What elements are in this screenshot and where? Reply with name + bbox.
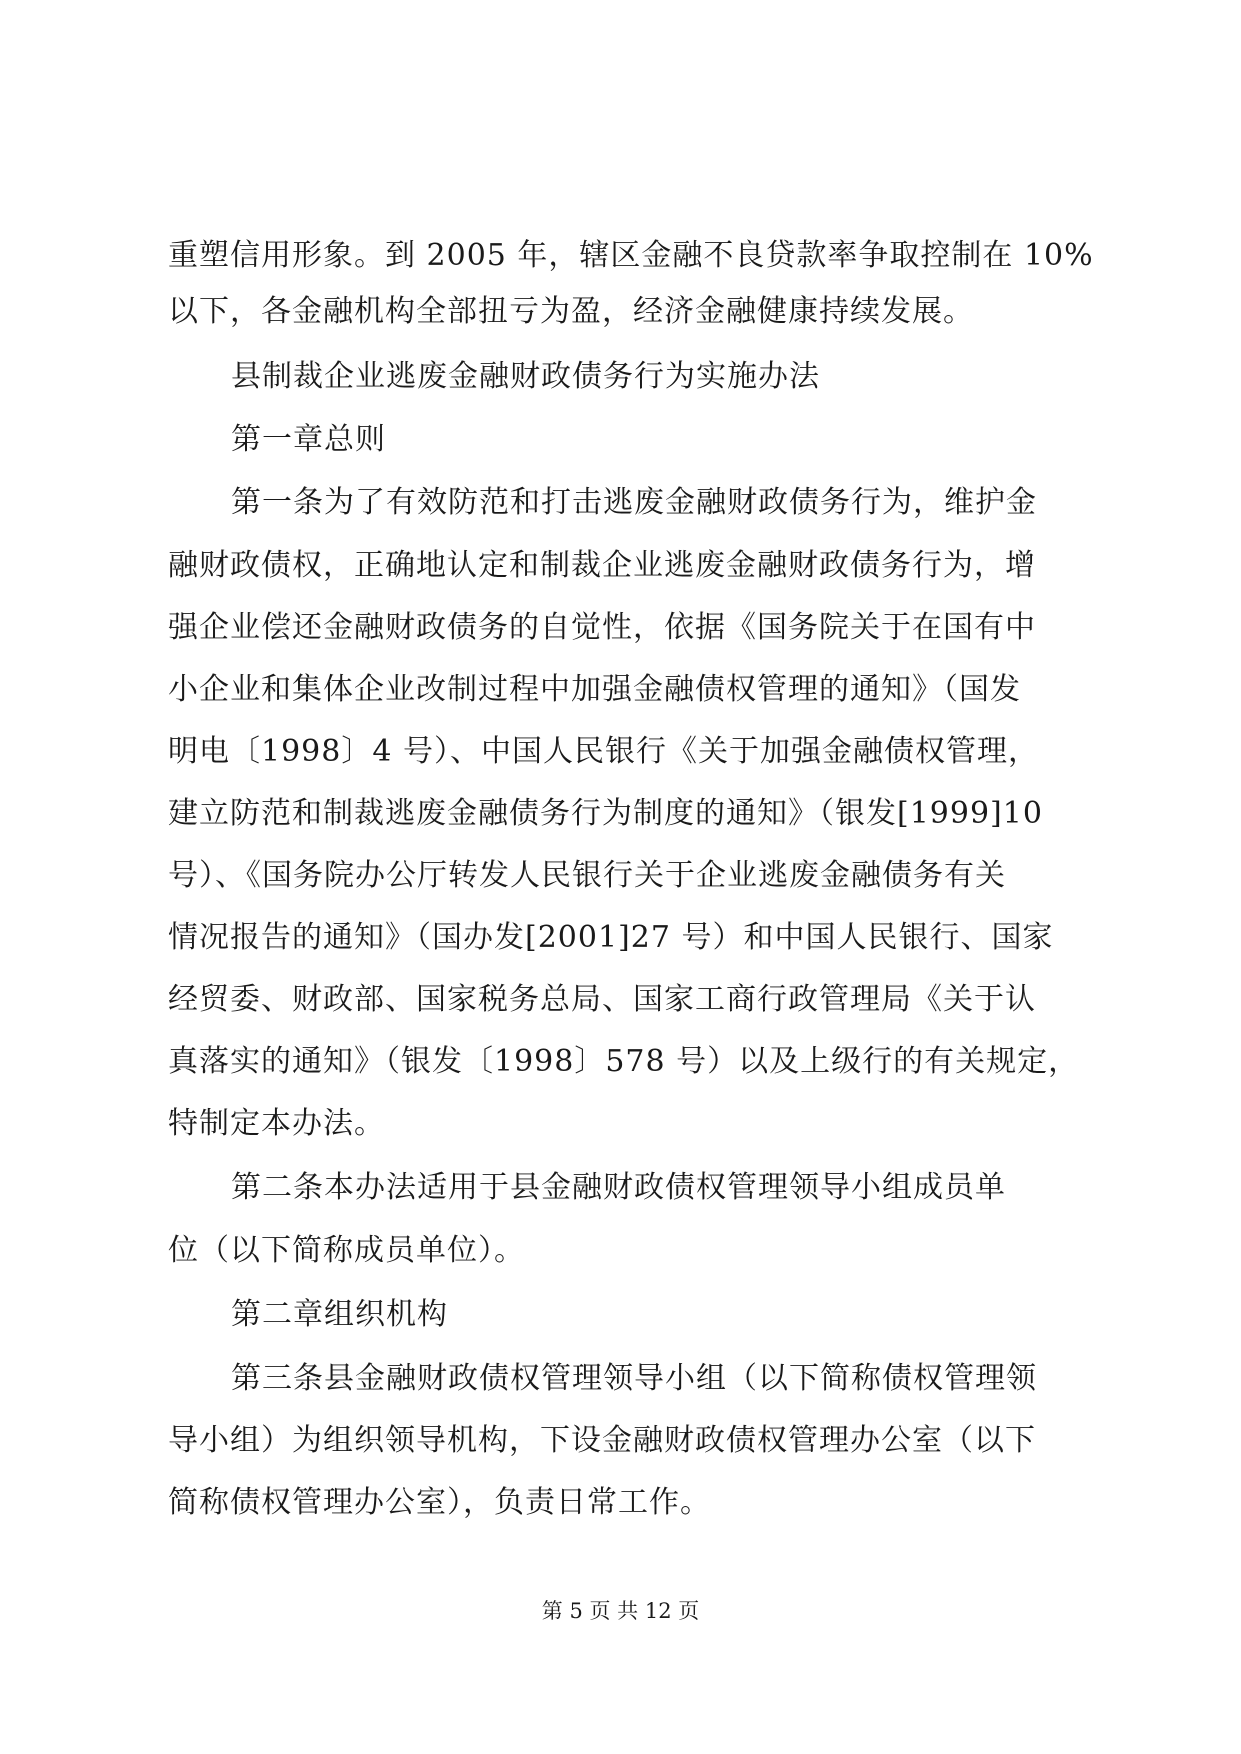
text-line: 情况报告的通知》（国办发[2001]27 号）和中国人民银行、国家 bbox=[168, 920, 1054, 955]
text-line: 第一条为了有效防范和打击逃废金融财政债务行为，维护金 bbox=[231, 485, 1037, 520]
text-line: 第三条县金融财政债权管理领导小组（以下简称债权管理领 bbox=[231, 1361, 1037, 1396]
chapter-heading: 第二章组织机构 bbox=[231, 1297, 448, 1332]
text-line: 以下，各金融机构全部扭亏为盈，经济金融健康持续发展。 bbox=[168, 294, 974, 329]
text-line: 位（以下简称成员单位）。 bbox=[168, 1233, 525, 1268]
text-line: 小企业和集体企业改制过程中加强金融债权管理的通知》（国发 bbox=[168, 672, 1021, 707]
text-line: 简称债权管理办公室），负责日常工作。 bbox=[168, 1485, 711, 1520]
text-line: 融财政债权，正确地认定和制裁企业逃废金融财政债务行为，增 bbox=[168, 548, 1036, 583]
text-line: 真落实的通知》（银发〔1998〕578 号）以及上级行的有关规定， bbox=[168, 1044, 1080, 1079]
chapter-heading: 第一章总则 bbox=[231, 422, 386, 457]
section-title: 县制裁企业逃废金融财政债务行为实施办法 bbox=[231, 359, 820, 394]
text-line: 建立防范和制裁逃废金融债务行为制度的通知》（银发[1999]10 bbox=[168, 796, 1043, 831]
text-line: 强企业偿还金融财政债务的自觉性，依据《国务院关于在国有中 bbox=[168, 610, 1036, 645]
text-line: 特制定本办法。 bbox=[168, 1106, 385, 1141]
text-line: 重塑信用形象。到 2005 年，辖区金融不良贷款率争取控制在 10% bbox=[168, 238, 1094, 273]
text-line: 第二条本办法适用于县金融财政债权管理领导小组成员单 bbox=[231, 1170, 1006, 1205]
text-line: 号）、《国务院办公厅转发人民银行关于企业逃废金融债务有关 bbox=[168, 858, 1006, 893]
text-line: 导小组）为组织领导机构，下设金融财政债权管理办公室（以下 bbox=[168, 1423, 1036, 1458]
page-number-footer: 第 5 页 共 12 页 bbox=[541, 1599, 700, 1623]
text-line: 经贸委、财政部、国家税务总局、国家工商行政管理局《关于认 bbox=[168, 982, 1036, 1017]
text-line: 明电〔1998〕4 号）、中国人民银行《关于加强金融债权管理， bbox=[168, 734, 1039, 769]
